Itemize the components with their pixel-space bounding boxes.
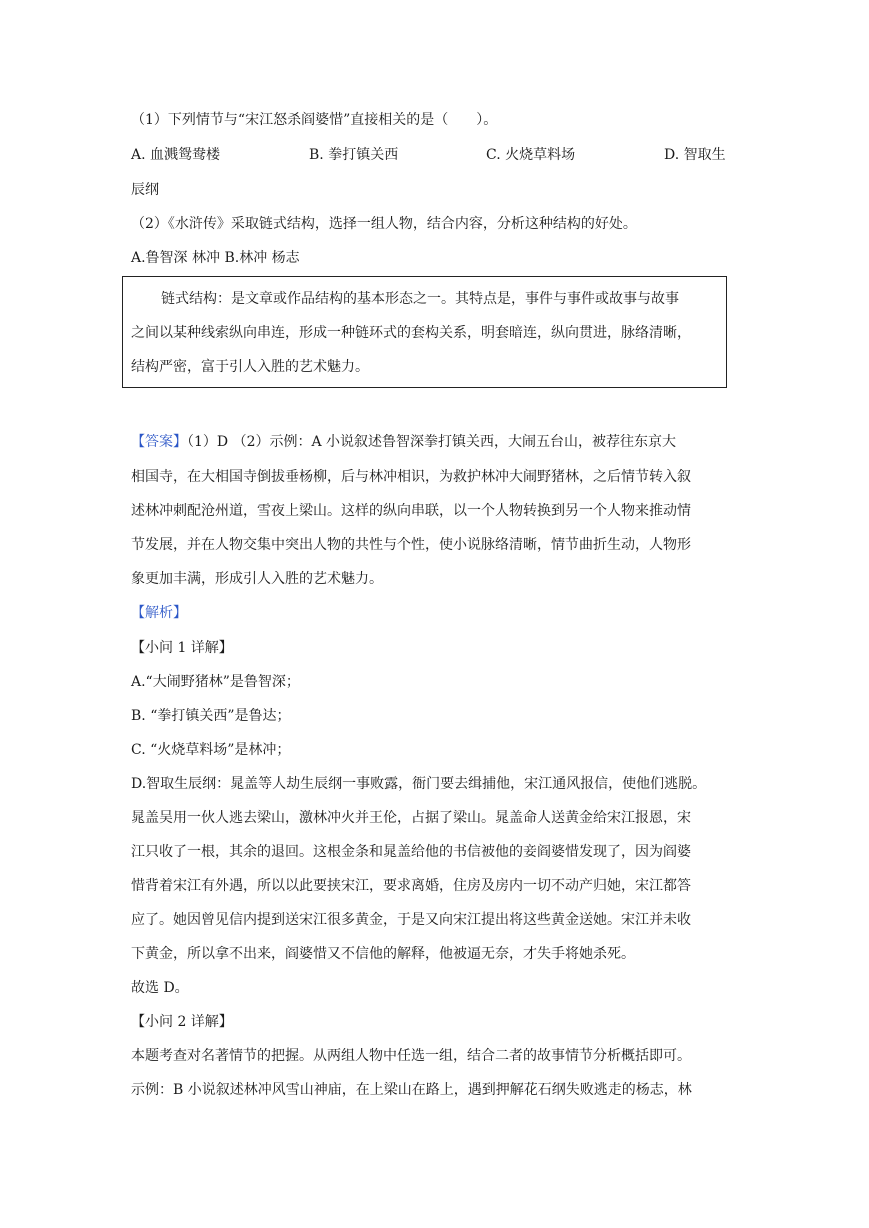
- note-line: 结构严密，富于引人入胜的艺术魅力。: [131, 359, 369, 375]
- answer-line: 象更加丰满，形成引人入胜的艺术魅力。: [131, 571, 383, 587]
- analysis-line: B. “拳打镇关西”是鲁达；: [131, 708, 291, 724]
- analysis-line: A.“大闹野猪林”是鲁智深；: [131, 674, 300, 690]
- q1-option-d: D. 智取生: [664, 147, 726, 163]
- answer-line: 述林冲刺配沧州道，雪夜上梁山。这样的纵向串联，以一个人物转换到另一个人物来推动情: [131, 503, 691, 519]
- q1-option-a: A. 血溅鸳鸯楼: [131, 147, 221, 163]
- question-2-stem: （2）《水浒传》采取链式结构，选择一组人物，结合内容，分析这种结构的好处。: [131, 216, 637, 232]
- note-line: 之间以某种线索纵向串连，形成一种链环式的套构关系，明套暗连，纵向贯进，脉络清晰，: [131, 325, 691, 341]
- analysis-tag: 【解析】: [131, 605, 187, 621]
- analysis-line: 示例：B 小说叙述林冲风雪山神庙，在上梁山在路上，遇到押解花石纲失败逃走的杨志，林: [131, 1082, 692, 1098]
- analysis-line: D.智取生辰纲：晁盖等人劫生辰纲一事败露，衙门要去缉捕他，宋江通风报信，使他们逃脱。: [131, 776, 707, 792]
- analysis-line: 晁盖吴用一伙人逃去梁山，激林冲火并王伦，占据了梁山。晁盖命人送黄金给宋江报恩，宋: [131, 810, 691, 826]
- answer-text: （1）D （2）示例：A 小说叙述鲁智深拳打镇关西，大闹五台山，被荐往东京大: [187, 434, 677, 450]
- answer-tag: 【答案】: [131, 434, 187, 450]
- answer-first-line: [131, 432, 676, 452]
- analysis-line: C. “火烧草料场”是林冲；: [131, 742, 291, 758]
- note-line: 链式结构：是文章或作品结构的基本形态之一。其特点是，事件与事件或故事与故事: [161, 291, 679, 307]
- analysis-line: 惜背着宋江有外遇，所以以此要挟宋江，要求离婚，住房及房内一切不动产归她，宋江都答: [131, 878, 691, 894]
- answer-line: 相国寺，在大相国寺倒拔垂杨柳，后与林冲相识，为救护林冲大闹野猪林，之后情节转入叙: [131, 469, 691, 485]
- analysis-line: 应了。她因曾见信内提到送宋江很多黄金，于是又向宋江提出将这些黄金送她。宋江并未收: [131, 912, 691, 928]
- analysis-line: 江只收了一根，其余的退回。这根金条和晁盖给他的书信被他的妾阎婆惜发现了，因为阎婆: [131, 844, 691, 860]
- answer-line: 节发展，并在人物交集中突出人物的共性与个性，使小说脉络清晰，情节曲折生动，人物形: [131, 537, 691, 553]
- q1-option-b: B. 拳打镇关西: [309, 147, 399, 163]
- q2-character-groups: A.鲁智深 林冲 B.林冲 杨志: [131, 250, 300, 266]
- analysis-line: 故选 D。: [131, 980, 189, 996]
- definition-note-box: [122, 276, 727, 388]
- analysis-line: 本题考查对名著情节的把握。从两组人物中任选一组，结合二者的故事情节分析概括即可。: [131, 1048, 691, 1064]
- question-1-stem: （1）下列情节与“宋江怒杀阎婆惜”直接相关的是（ ）。: [131, 112, 498, 128]
- q1-option-d-continued: 辰纲: [131, 182, 159, 198]
- q1-option-c: C. 火烧草料场: [486, 147, 576, 163]
- sub-question-2-title: 【小问 2 详解】: [131, 1014, 233, 1030]
- analysis-line: 下黄金，所以拿不出来，阎婆惜又不信他的解释，他被逼无奈，才失手将她杀死。: [131, 946, 635, 962]
- sub-question-1-title: 【小问 1 详解】: [131, 640, 233, 656]
